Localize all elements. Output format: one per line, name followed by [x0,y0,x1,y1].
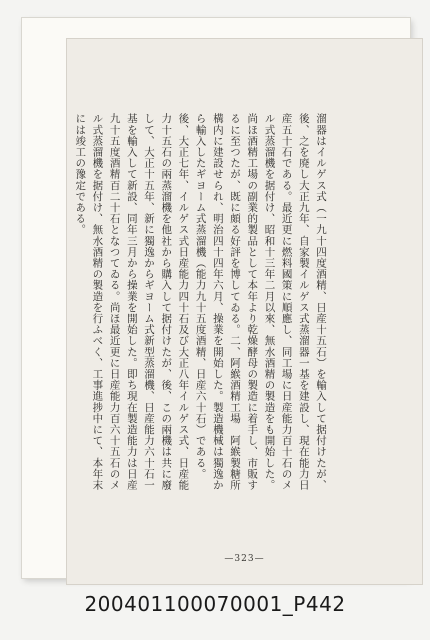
page-number: —323— [224,554,265,564]
document-sheet [22,18,410,578]
text-columns [71,113,419,493]
body-text: 溜器はイルゲス式（一九十四度酒精、日産十五石）を輸入して据付けたが、後、之を廃し大正九年、自家製イルゲス式蒸溜器一基を建設し、現在能力日産五十石である。最近更に燃料國策に順應し、同工場に日産能力百十石のメル式蒸溜機を据付け、昭和十三年二月以來、無水酒精の製造をも開始した。尚ほ酒精工場の副業的製品として本年より乾燥酵母の製造に着手し、市販するに至つたが、既に頗る好評を博してゐる。二、阿緱酒精工場 阿緱製糖所構内に建設せられ、明治四十四年六月、操業を開始した。製造機械は獨逸から輸入したギヨーム式蒸溜機（能力九十五度酒精、日産六十石）である。後、大正七年、イルゲス式日産能力四十石及び大正八年イルゲス式、日産能力十五石の兩蒸溜機を他社から購入して据付けたが、後、この兩機は共に廢して、大正十五年、新に獨逸からギヨーム式新型蒸溜機、日産能力六十石一基を輸入して新設、同年三月から操業を開始した。即ち現在製造能力は日産九十五度酒精百二十石となつてゐる。尚ほ最近更に日産能力百六十五石のメル式蒸溜機を据付け、無水酒精の製造を行ふべく、工事進捗中にて、本年末には竣工の豫定である。 [74,113,328,491]
document-page [66,38,423,585]
image-id-caption: 200401100070001_P442 [84,592,346,616]
